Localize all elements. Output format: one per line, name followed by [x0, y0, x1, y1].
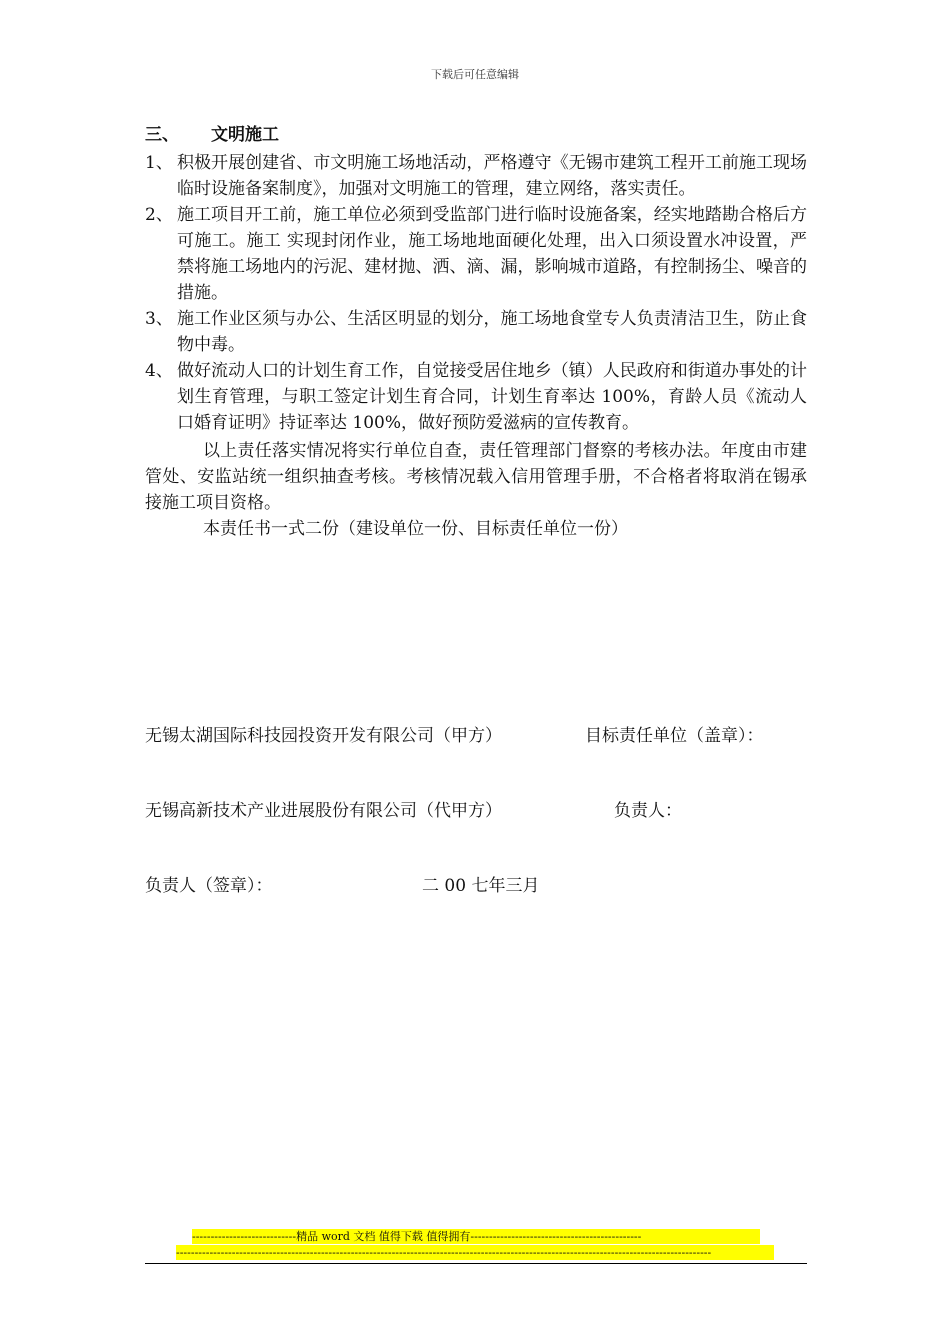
party-a-name: 无锡太湖国际科技园投资开发有限公司（甲方） [145, 726, 502, 746]
list-item [145, 306, 807, 358]
responsible-person-label: 负责人： [614, 801, 682, 821]
signature-row-agent [145, 796, 682, 821]
footer-banner-line: ----------------------------精品 word 文档 值得下载 值得拥有---------------------------------------------- [192, 1229, 760, 1244]
list-item-number: 1、 [145, 153, 173, 173]
list-item-number: 4、 [145, 361, 173, 381]
list-item [145, 358, 807, 436]
signature-row-party-a [145, 721, 764, 746]
responsible-sign-label: 负责人（签章）： [145, 876, 273, 896]
section-heading [145, 122, 807, 148]
header-note: 下载后可任意编辑 [431, 68, 519, 81]
list-item-text: 施工项目开工前，施工单位必须到受监部门进行临时设施备案，经实地踏勘合格后方可施工。施工 实现封闭作业，施工场地地面硬化处理，出入口须设置水冲设置，严禁将施工场地内的污泥、建材抛、洒、滴、漏，影响城市道路，有控制扬尘、噪音的措施。 [177, 205, 807, 303]
list-item [145, 150, 807, 202]
party-a-agent-name: 无锡高新技术产业进展股份有限公司（代甲方） [145, 801, 502, 821]
footer-rule [145, 1263, 807, 1264]
target-unit-seal-label: 目标责任单位（盖章）： [585, 726, 764, 746]
list-item-text: 积极开展创建省、市文明施工场地活动，严格遵守《无锡市建筑工程开工前施工现场临时设施备案制度》，加强对文明施工的管理，建立网络，落实责任。 [177, 153, 807, 199]
list-item-number: 2、 [145, 205, 173, 225]
assessment-paragraph: 以上责任落实情况将实行单位自查，责任管理部门督察的考核办法。年度由市建管处、安监站统一组织抽查考核。考核情况载入信用管理手册，不合格者将取消在锡承接施工项目资格。 [145, 441, 807, 513]
section-title: 文明施工 [211, 125, 279, 145]
list-item-text: 做好流动人口的计划生育工作，自觉接受居住地乡（镇）人民政府和街道办事处的计划生育管理，与职工签定计划生育合同，计划生育率达 100%，育龄人员《流动人口婚育证明》持证率达 100%，做好预防爱滋病的宣传教育。 [177, 361, 807, 433]
list-item [145, 202, 807, 306]
document-date: 二 00 七年三月 [422, 876, 540, 896]
list-item-text: 施工作业区须与办公、生活区明显的划分，施工场地食堂专人负责清洁卫生，防止食物中毒。 [177, 309, 807, 355]
list-item-number: 3、 [145, 309, 173, 329]
footer-dash-line: ------------------------------------------------------------------------------------------------------------------------------------------------ [176, 1245, 774, 1260]
section-number: 三、 [145, 125, 179, 145]
signature-row-date [145, 871, 540, 896]
document-body [145, 122, 807, 542]
copies-note: 本责任书一式二份（建设单位一份、目标责任单位一份） [203, 519, 628, 539]
